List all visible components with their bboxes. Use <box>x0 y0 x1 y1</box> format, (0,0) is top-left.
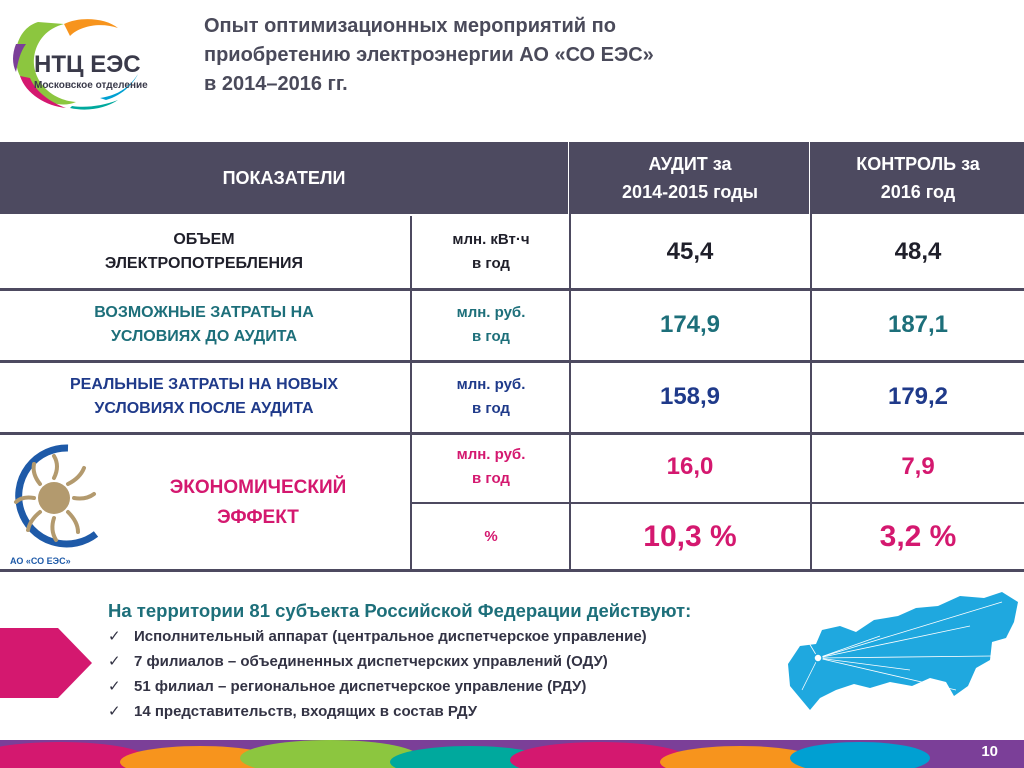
effect-pct-control-value: 3,2 % <box>879 520 957 553</box>
effect-divider <box>412 502 1024 504</box>
col-divider <box>569 142 571 570</box>
effect-label-line-1: ЭКОНОМИЧЕСКИЙ <box>169 477 347 498</box>
row-2-label-line-1: ВОЗМОЖНЫЕ ЗАТРАТЫ НА <box>94 304 314 321</box>
check-icon: ✓ <box>108 703 121 720</box>
effect-pct-audit-value: 10,3 % <box>643 520 737 553</box>
col-divider <box>410 216 412 570</box>
row-divider <box>0 360 1024 363</box>
row-label-real-costs <box>0 362 408 432</box>
row-1-unit-line-1: млн. кВт·ч <box>452 231 530 248</box>
row-divider <box>0 569 1024 572</box>
row-unit-effect-pct: % <box>484 528 498 545</box>
effect-rub-control-value: 7,9 <box>901 453 935 480</box>
row-unit-possible-costs <box>412 290 570 360</box>
row-3-label-line-2: УСЛОВИЯХ ПОСЛЕ АУДИТА <box>94 400 314 417</box>
check-icon: ✓ <box>108 628 121 645</box>
territory-heading: На территории 81 субъекта Российской Федерации действуют: <box>108 600 692 621</box>
header-audit <box>571 142 809 214</box>
header-audit-line-2: 2014-2015 годы <box>622 182 758 202</box>
list-item <box>108 624 647 649</box>
row-divider <box>0 288 1024 291</box>
so-ees-logo <box>4 438 108 570</box>
col-divider <box>810 142 812 570</box>
header-control-line-1: КОНТРОЛЬ за <box>856 154 980 174</box>
magenta-arrow-decoration <box>0 628 92 698</box>
effect-label-line-2: ЭФФЕКТ <box>217 507 299 528</box>
row-label-economic-effect <box>108 434 408 572</box>
check-icon: ✓ <box>108 678 121 695</box>
list-item-text: 14 представительств, входящих в состав РДУ <box>134 703 478 720</box>
header-audit-line-1: АУДИТ за <box>648 154 732 174</box>
list-item-text: Исполнительный аппарат (центральное диспетчерское управление) <box>134 628 647 645</box>
effect-unit-line-2: в год <box>472 470 510 487</box>
row-3-label-line-1: РЕАЛЬНЫЕ ЗАТРАТЫ НА НОВЫХ <box>69 376 339 393</box>
list-item <box>108 674 647 699</box>
row-2-audit-value: 174,9 <box>659 311 721 338</box>
title-line-3: в 2014–2016 гг. <box>204 73 348 95</box>
effect-rub-audit-value: 16,0 <box>666 453 714 480</box>
row-3-unit-line-2: в год <box>472 400 510 417</box>
logo-name-text: НТЦ ЕЭС <box>34 51 141 78</box>
title-line-2: приобретению электроэнергии АО «СО ЕЭС» <box>204 44 654 66</box>
effect-unit-line-1: млн. руб. <box>456 446 526 463</box>
row-unit-effect-rub <box>412 434 570 500</box>
row-1-label-line-2: ЭЛЕКТРОПОТРЕБЛЕНИЯ <box>104 255 304 272</box>
row-unit-real-costs <box>412 362 570 432</box>
row-unit-consumption <box>412 216 570 288</box>
list-item-text: 7 филиалов – объединенных диспетчерских управлений (ОДУ) <box>134 653 608 670</box>
row-3-unit-line-1: млн. руб. <box>456 376 526 393</box>
slide-title <box>204 12 844 99</box>
territory-list <box>108 624 647 724</box>
header-control-line-2: 2016 год <box>880 182 956 202</box>
row-label-possible-costs <box>0 290 408 360</box>
row-3-audit-value: 158,9 <box>659 383 721 410</box>
so-ees-logo-caption: АО «СО ЕЭС» <box>10 556 71 566</box>
header-control <box>812 142 1024 214</box>
russia-map-icon <box>770 586 1022 716</box>
row-1-unit-line-2: в год <box>472 255 510 272</box>
header-indicators: ПОКАЗАТЕЛИ <box>0 142 568 214</box>
title-line-1: Опыт оптимизационных мероприятий по <box>204 15 616 37</box>
decorative-color-strip <box>0 740 1024 768</box>
row-3-control-value: 179,2 <box>887 383 949 410</box>
indicators-table <box>0 142 1024 572</box>
row-2-unit-line-2: в год <box>472 328 510 345</box>
list-item <box>108 649 647 674</box>
logo-sub-text: Московское отделение <box>34 80 148 91</box>
list-item <box>108 699 647 724</box>
row-2-unit-line-1: млн. руб. <box>456 304 526 321</box>
check-icon: ✓ <box>108 653 121 670</box>
row-divider <box>0 432 1024 435</box>
page-number: 10 <box>981 743 998 760</box>
row-1-label-line-1: ОБЪЕМ <box>173 231 235 248</box>
list-item-text: 51 филиал – региональное диспетчерское управление (РДУ) <box>134 678 587 695</box>
ntc-ees-logo <box>10 14 170 112</box>
row-2-label-line-2: УСЛОВИЯХ ДО АУДИТА <box>110 328 298 345</box>
row-2-control-value: 187,1 <box>887 311 949 338</box>
row-label-consumption <box>0 216 408 288</box>
row-1-control-value: 48,4 <box>894 238 942 265</box>
row-1-audit-value: 45,4 <box>666 238 714 265</box>
